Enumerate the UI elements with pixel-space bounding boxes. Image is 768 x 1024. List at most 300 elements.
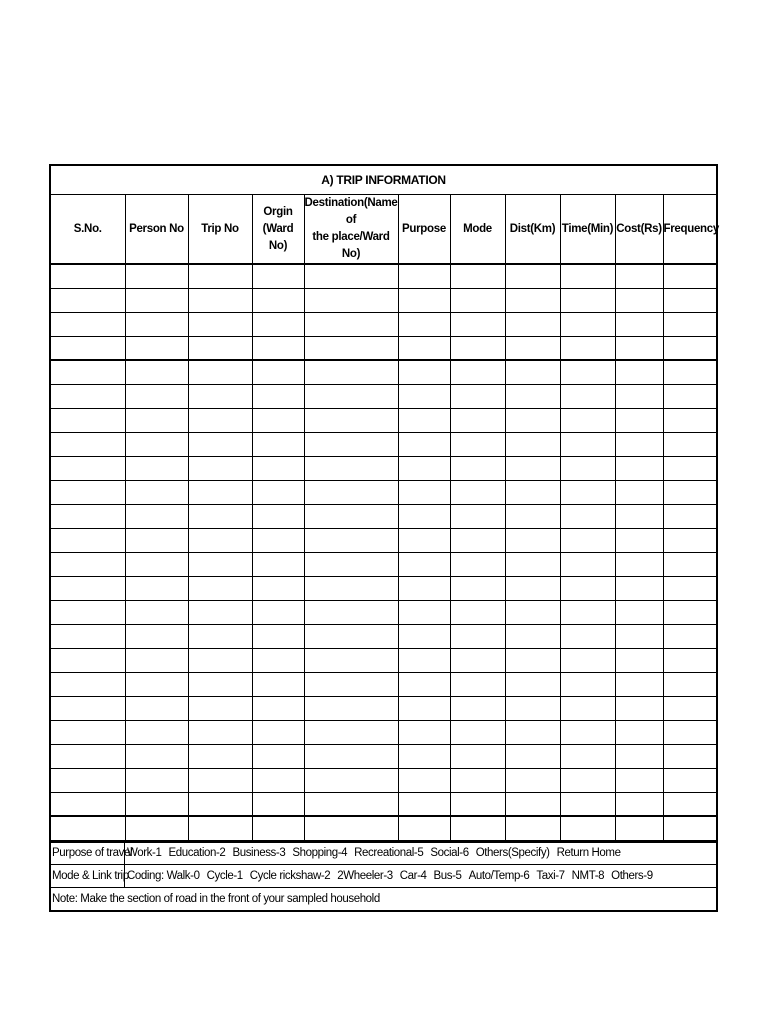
entry-cell[interactable]	[505, 480, 560, 504]
entry-cell[interactable]	[560, 792, 615, 816]
column-header	[188, 195, 252, 264]
entry-cell[interactable]	[304, 288, 398, 312]
entry-cell[interactable]	[615, 288, 663, 312]
entry-cell[interactable]	[663, 696, 718, 720]
entry-cell[interactable]	[505, 264, 560, 288]
entry-cell[interactable]	[252, 792, 304, 816]
column-header-line1: Time(Min)	[561, 222, 614, 235]
entry-cell[interactable]	[304, 432, 398, 456]
entry-cell[interactable]	[560, 456, 615, 480]
entry-cell[interactable]	[398, 552, 450, 576]
entry-cell[interactable]	[252, 504, 304, 528]
entry-cell[interactable]	[450, 552, 505, 576]
entry-cell[interactable]	[304, 624, 398, 648]
entry-cell[interactable]	[51, 696, 125, 720]
entry-cell[interactable]	[663, 792, 718, 816]
entry-cell[interactable]	[188, 744, 252, 768]
entry-cell[interactable]	[615, 408, 663, 432]
entry-cell[interactable]	[51, 768, 125, 792]
table-row	[51, 288, 718, 312]
entry-cell[interactable]	[51, 504, 125, 528]
entry-cell[interactable]	[188, 360, 252, 384]
entry-cell[interactable]	[560, 264, 615, 288]
entry-cell[interactable]	[615, 816, 663, 840]
entry-cell[interactable]	[663, 288, 718, 312]
legend-item: Cycle-1	[206, 869, 243, 882]
entry-cell[interactable]	[125, 360, 188, 384]
entry-cell[interactable]	[188, 312, 252, 336]
column-header	[51, 195, 125, 264]
entry-cell[interactable]	[125, 288, 188, 312]
entry-cell[interactable]	[560, 504, 615, 528]
entry-cell[interactable]	[450, 744, 505, 768]
entry-cell[interactable]	[51, 480, 125, 504]
entry-cell[interactable]	[51, 744, 125, 768]
legend-item: Auto/Temp-6	[468, 869, 530, 882]
entry-cell[interactable]	[51, 456, 125, 480]
entry-cell[interactable]	[663, 720, 718, 744]
entry-cell[interactable]	[304, 744, 398, 768]
entry-cell[interactable]	[398, 720, 450, 744]
entry-cell[interactable]	[398, 528, 450, 552]
entry-cell[interactable]	[560, 648, 615, 672]
entry-cell[interactable]	[51, 648, 125, 672]
entry-cell[interactable]	[125, 624, 188, 648]
entry-cell[interactable]	[560, 744, 615, 768]
entry-cell[interactable]	[560, 576, 615, 600]
entry-cell[interactable]	[615, 648, 663, 672]
entry-cell[interactable]	[450, 312, 505, 336]
entry-cell[interactable]	[252, 384, 304, 408]
column-header-line1: Dist(Km)	[509, 222, 556, 235]
entry-cell[interactable]	[450, 432, 505, 456]
entry-cell[interactable]	[560, 600, 615, 624]
entry-cell[interactable]	[450, 576, 505, 600]
entry-cell[interactable]	[663, 432, 718, 456]
entry-cell[interactable]	[398, 600, 450, 624]
table-row	[51, 720, 718, 744]
entry-cell[interactable]	[560, 552, 615, 576]
entry-cell[interactable]	[188, 456, 252, 480]
entry-cell[interactable]	[252, 480, 304, 504]
entry-cell[interactable]	[505, 624, 560, 648]
entry-cell[interactable]	[450, 528, 505, 552]
entry-cell[interactable]	[450, 360, 505, 384]
entry-cell[interactable]	[51, 792, 125, 816]
legend-item: Others(Specify)	[475, 847, 550, 859]
mode-legend-label: Mode & Link trip	[51, 865, 125, 887]
entry-cell[interactable]	[615, 624, 663, 648]
entry-cell[interactable]	[125, 552, 188, 576]
entry-cell[interactable]	[663, 480, 718, 504]
entry-cell[interactable]	[188, 816, 252, 840]
legend-item: Social-6	[430, 847, 469, 859]
entry-cell[interactable]	[615, 264, 663, 288]
entry-cell[interactable]	[304, 720, 398, 744]
entry-cell[interactable]	[125, 264, 188, 288]
entry-cell[interactable]	[252, 816, 304, 840]
entry-cell[interactable]	[252, 624, 304, 648]
entry-cell[interactable]	[188, 768, 252, 792]
entry-cell[interactable]	[560, 672, 615, 696]
entry-cell[interactable]	[450, 408, 505, 432]
entry-cell[interactable]	[505, 312, 560, 336]
entry-cell[interactable]	[304, 648, 398, 672]
table-row	[51, 672, 718, 696]
entry-cell[interactable]	[450, 792, 505, 816]
entry-cell[interactable]	[398, 312, 450, 336]
column-header-line2: (Ward No)	[262, 222, 294, 252]
entry-cell[interactable]	[398, 456, 450, 480]
entry-cell[interactable]	[450, 504, 505, 528]
entry-cell[interactable]	[304, 384, 398, 408]
entry-cell[interactable]	[450, 624, 505, 648]
entry-cell[interactable]	[450, 648, 505, 672]
purpose-legend-items	[125, 847, 628, 859]
column-header	[663, 195, 718, 264]
entry-cell[interactable]	[51, 432, 125, 456]
entry-cell[interactable]	[398, 360, 450, 384]
entry-cell[interactable]	[125, 528, 188, 552]
entry-cell[interactable]	[304, 312, 398, 336]
entry-cell[interactable]	[560, 312, 615, 336]
entry-cell[interactable]	[450, 384, 505, 408]
entry-cell[interactable]	[252, 288, 304, 312]
entry-cell[interactable]	[125, 744, 188, 768]
entry-cell[interactable]	[505, 360, 560, 384]
column-header	[304, 195, 398, 264]
entry-cell[interactable]	[505, 720, 560, 744]
entry-cell[interactable]	[663, 336, 718, 360]
entry-cell[interactable]	[663, 624, 718, 648]
entry-cell[interactable]	[125, 672, 188, 696]
entry-cell[interactable]	[663, 600, 718, 624]
entry-cell[interactable]	[188, 432, 252, 456]
entry-cell[interactable]	[505, 432, 560, 456]
entry-cell[interactable]	[252, 336, 304, 360]
entry-cell[interactable]	[663, 816, 718, 840]
entry-cell[interactable]	[398, 288, 450, 312]
entry-cell[interactable]	[304, 528, 398, 552]
entry-cell[interactable]	[560, 528, 615, 552]
entry-cell[interactable]	[615, 552, 663, 576]
entry-cell[interactable]	[125, 720, 188, 744]
entry-cell[interactable]	[252, 648, 304, 672]
entry-cell[interactable]	[252, 768, 304, 792]
entry-cell[interactable]	[560, 360, 615, 384]
entry-cell[interactable]	[51, 600, 125, 624]
entry-cell[interactable]	[51, 360, 125, 384]
entry-cell[interactable]	[505, 408, 560, 432]
entry-cell[interactable]	[125, 384, 188, 408]
entry-cell[interactable]	[663, 576, 718, 600]
entry-cell[interactable]	[505, 528, 560, 552]
entry-cell[interactable]	[188, 552, 252, 576]
entry-cell[interactable]	[450, 264, 505, 288]
entry-cell[interactable]	[663, 552, 718, 576]
entry-cell[interactable]	[560, 336, 615, 360]
table-row	[51, 312, 718, 336]
entry-cell[interactable]	[188, 288, 252, 312]
entry-cell[interactable]	[505, 576, 560, 600]
entry-cell[interactable]	[560, 288, 615, 312]
table-row	[51, 456, 718, 480]
entry-cell[interactable]	[398, 264, 450, 288]
entry-cell[interactable]	[505, 672, 560, 696]
entry-cell[interactable]	[125, 600, 188, 624]
purpose-legend-row	[51, 841, 716, 864]
entry-cell[interactable]	[125, 456, 188, 480]
entry-cell[interactable]	[51, 720, 125, 744]
entry-cell[interactable]	[398, 576, 450, 600]
entry-cell[interactable]	[125, 696, 188, 720]
entry-cell[interactable]	[398, 648, 450, 672]
entry-cell[interactable]	[505, 696, 560, 720]
entry-cell[interactable]	[188, 648, 252, 672]
entry-cell[interactable]	[304, 696, 398, 720]
entry-cell[interactable]	[51, 576, 125, 600]
entry-cell[interactable]	[615, 528, 663, 552]
entry-cell[interactable]	[304, 504, 398, 528]
entry-cell[interactable]	[505, 600, 560, 624]
entry-cell[interactable]	[560, 432, 615, 456]
legend-item: Education-2	[168, 847, 226, 859]
entry-cell[interactable]	[51, 264, 125, 288]
entry-cell[interactable]	[304, 816, 398, 840]
entry-cell[interactable]	[188, 336, 252, 360]
entry-cell[interactable]	[560, 768, 615, 792]
mode-legend-row	[51, 864, 716, 887]
purpose-legend-label: Purpose of travel	[51, 843, 125, 864]
entry-cell[interactable]	[615, 720, 663, 744]
entry-cell[interactable]	[51, 312, 125, 336]
entry-cell[interactable]	[560, 696, 615, 720]
entry-cell[interactable]	[505, 384, 560, 408]
entry-cell[interactable]	[450, 336, 505, 360]
entry-cell[interactable]	[450, 480, 505, 504]
entry-cell[interactable]	[615, 456, 663, 480]
entry-cell[interactable]	[51, 384, 125, 408]
entry-cell[interactable]	[560, 720, 615, 744]
entry-cell[interactable]	[450, 816, 505, 840]
entry-cell[interactable]	[505, 504, 560, 528]
entry-cell[interactable]	[304, 792, 398, 816]
form-title: A) TRIP INFORMATION	[51, 166, 716, 195]
entry-cell[interactable]	[125, 816, 188, 840]
entry-cell[interactable]	[615, 336, 663, 360]
entry-cell[interactable]	[252, 264, 304, 288]
entry-cell[interactable]	[505, 792, 560, 816]
entry-cell[interactable]	[615, 576, 663, 600]
entry-cell[interactable]	[505, 648, 560, 672]
entry-cell[interactable]	[51, 408, 125, 432]
entry-cell[interactable]	[615, 600, 663, 624]
entry-cell[interactable]	[560, 480, 615, 504]
entry-cell[interactable]	[304, 672, 398, 696]
entry-cell[interactable]	[252, 744, 304, 768]
entry-cell[interactable]	[398, 336, 450, 360]
entry-cell[interactable]	[252, 576, 304, 600]
entry-cell[interactable]	[560, 624, 615, 648]
entry-cell[interactable]	[560, 408, 615, 432]
entry-cell[interactable]	[398, 384, 450, 408]
entry-cell[interactable]	[304, 360, 398, 384]
entry-cell[interactable]	[125, 648, 188, 672]
entry-cell[interactable]	[398, 504, 450, 528]
entry-cell[interactable]	[505, 744, 560, 768]
entry-cell[interactable]	[450, 720, 505, 744]
trip-rows	[51, 264, 718, 840]
entry-cell[interactable]	[615, 312, 663, 336]
entry-cell[interactable]	[398, 768, 450, 792]
mode-legend-items	[125, 870, 660, 882]
entry-cell[interactable]	[125, 336, 188, 360]
entry-cell[interactable]	[505, 336, 560, 360]
column-header-line1: Trip No	[201, 222, 239, 235]
entry-cell[interactable]	[615, 480, 663, 504]
entry-cell[interactable]	[615, 792, 663, 816]
entry-cell[interactable]	[304, 456, 398, 480]
entry-cell[interactable]	[615, 768, 663, 792]
entry-cell[interactable]	[188, 384, 252, 408]
entry-cell[interactable]	[398, 408, 450, 432]
entry-cell[interactable]	[663, 360, 718, 384]
legend-item: 2Wheeler-3	[337, 869, 393, 882]
entry-cell[interactable]	[188, 264, 252, 288]
entry-cell[interactable]	[51, 816, 125, 840]
column-header-line1: Orgin	[263, 205, 293, 218]
entry-cell[interactable]	[188, 624, 252, 648]
entry-cell[interactable]	[304, 552, 398, 576]
table-row	[51, 528, 718, 552]
entry-cell[interactable]	[450, 456, 505, 480]
entry-cell[interactable]	[252, 600, 304, 624]
entry-cell[interactable]	[450, 696, 505, 720]
column-header	[252, 195, 304, 264]
entry-cell[interactable]	[663, 384, 718, 408]
entry-cell[interactable]	[304, 408, 398, 432]
entry-cell[interactable]	[51, 336, 125, 360]
entry-cell[interactable]	[252, 456, 304, 480]
entry-cell[interactable]	[125, 408, 188, 432]
entry-cell[interactable]	[398, 672, 450, 696]
entry-cell[interactable]	[663, 456, 718, 480]
entry-cell[interactable]	[398, 744, 450, 768]
entry-cell[interactable]	[252, 696, 304, 720]
entry-cell[interactable]	[188, 408, 252, 432]
entry-cell[interactable]	[125, 480, 188, 504]
entry-cell[interactable]	[252, 360, 304, 384]
entry-cell[interactable]	[252, 720, 304, 744]
entry-cell[interactable]	[505, 816, 560, 840]
entry-cell[interactable]	[125, 312, 188, 336]
entry-cell[interactable]	[505, 288, 560, 312]
entry-cell[interactable]	[188, 600, 252, 624]
entry-cell[interactable]	[252, 432, 304, 456]
entry-cell[interactable]	[663, 408, 718, 432]
entry-cell[interactable]	[663, 504, 718, 528]
legend-item: Shopping-4	[292, 847, 348, 859]
entry-cell[interactable]	[398, 480, 450, 504]
entry-cell[interactable]	[663, 264, 718, 288]
entry-cell[interactable]	[51, 288, 125, 312]
entry-cell[interactable]	[663, 648, 718, 672]
entry-cell[interactable]	[505, 456, 560, 480]
entry-cell[interactable]	[304, 480, 398, 504]
entry-cell[interactable]	[450, 288, 505, 312]
entry-cell[interactable]	[125, 504, 188, 528]
entry-cell[interactable]	[450, 768, 505, 792]
entry-cell[interactable]	[51, 552, 125, 576]
entry-cell[interactable]	[188, 696, 252, 720]
entry-cell[interactable]	[663, 672, 718, 696]
entry-cell[interactable]	[505, 768, 560, 792]
entry-cell[interactable]	[252, 312, 304, 336]
entry-cell[interactable]	[125, 576, 188, 600]
table-row	[51, 648, 718, 672]
entry-cell[interactable]	[252, 552, 304, 576]
entry-cell[interactable]	[304, 336, 398, 360]
entry-cell[interactable]	[188, 480, 252, 504]
entry-cell[interactable]	[125, 792, 188, 816]
entry-cell[interactable]	[51, 672, 125, 696]
table-row	[51, 600, 718, 624]
entry-cell[interactable]	[560, 384, 615, 408]
entry-cell[interactable]	[450, 600, 505, 624]
trip-information-form	[49, 164, 718, 912]
entry-cell[interactable]	[398, 696, 450, 720]
legend-item: Recreational-5	[354, 847, 424, 859]
entry-cell[interactable]	[188, 792, 252, 816]
entry-cell[interactable]	[252, 528, 304, 552]
entry-cell[interactable]	[615, 360, 663, 384]
entry-cell[interactable]	[398, 624, 450, 648]
entry-cell[interactable]	[304, 768, 398, 792]
entry-cell[interactable]	[615, 432, 663, 456]
entry-cell[interactable]	[51, 624, 125, 648]
entry-cell[interactable]	[304, 264, 398, 288]
entry-cell[interactable]	[188, 576, 252, 600]
entry-cell[interactable]	[188, 504, 252, 528]
entry-cell[interactable]	[663, 768, 718, 792]
entry-cell[interactable]	[615, 696, 663, 720]
entry-cell[interactable]	[663, 744, 718, 768]
entry-cell[interactable]	[450, 672, 505, 696]
entry-cell[interactable]	[663, 528, 718, 552]
entry-cell[interactable]	[304, 576, 398, 600]
entry-cell[interactable]	[188, 528, 252, 552]
entry-cell[interactable]	[398, 816, 450, 840]
entry-cell[interactable]	[398, 432, 450, 456]
entry-cell[interactable]	[615, 504, 663, 528]
entry-cell[interactable]	[398, 792, 450, 816]
entry-cell[interactable]	[615, 744, 663, 768]
entry-cell[interactable]	[188, 672, 252, 696]
entry-cell[interactable]	[252, 408, 304, 432]
table-row	[51, 624, 718, 648]
entry-cell[interactable]	[252, 672, 304, 696]
entry-cell[interactable]	[663, 312, 718, 336]
entry-cell[interactable]	[505, 552, 560, 576]
entry-cell[interactable]	[615, 384, 663, 408]
entry-cell[interactable]	[51, 528, 125, 552]
entry-cell[interactable]	[615, 672, 663, 696]
entry-cell[interactable]	[125, 432, 188, 456]
entry-cell[interactable]	[560, 816, 615, 840]
entry-cell[interactable]	[188, 720, 252, 744]
entry-cell[interactable]	[125, 768, 188, 792]
entry-cell[interactable]	[304, 600, 398, 624]
